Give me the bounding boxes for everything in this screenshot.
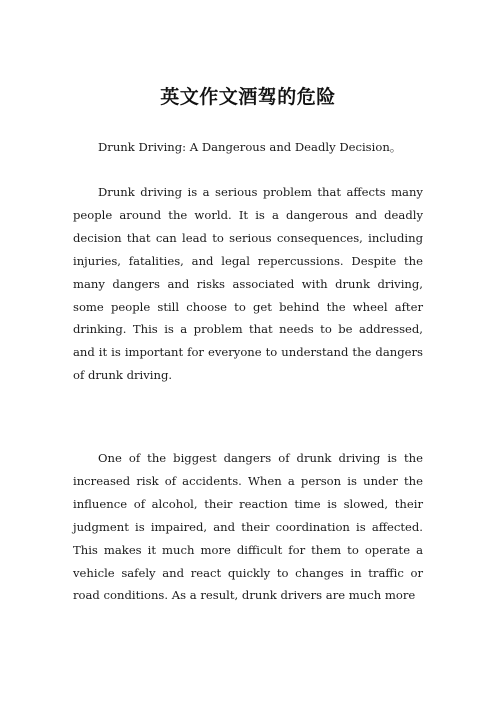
paragraph-1: Drunk driving is a serious problem that affects many people around the world. It is a dangerous and deadly decision that can lead to serious consequences, including injuries, fatalities, and legal repercussions. Despite the many dangers and risks associated with drunk driving, some people still choose to get behind the wheel after drinking. This is a problem that needs to be addressed, and it is important for everyone to understand the dangers of drunk driving.	[73, 185, 423, 383]
paragraph-2: One of the biggest dangers of drunk driving is the increased risk of accidents. When a person is under the influence of alcohol, their reaction time is slowed, their judgment is impaired, and their coordination is affected. This makes it much more difficult for them to operate a vehicle safely and react quickly to changes in traffic or road conditions. As a result, drunk drivers are much more	[73, 451, 423, 603]
document-title: 英文作文酒驾的危险	[160, 86, 336, 108]
document-subtitle: Drunk Driving: A Dangerous and Deadly Decision。	[98, 140, 402, 154]
